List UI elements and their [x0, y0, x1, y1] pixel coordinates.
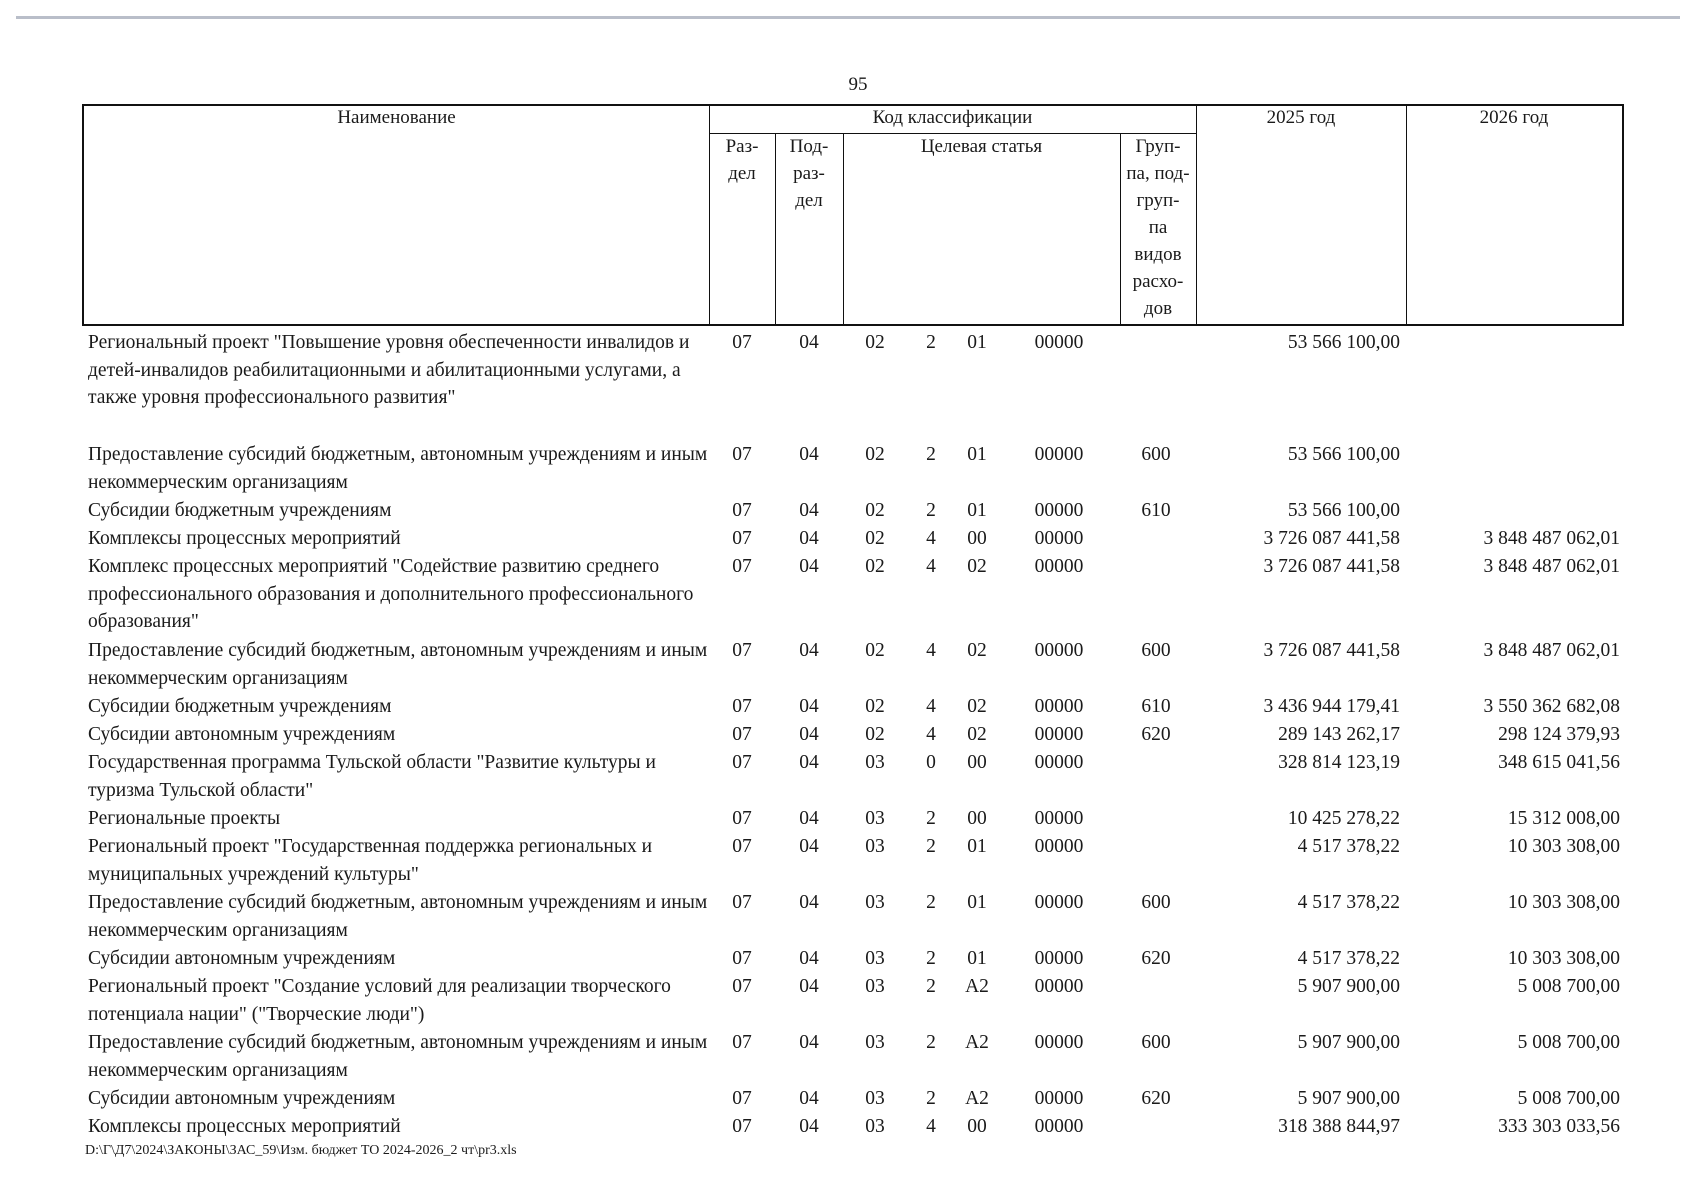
header-divider: [1196, 106, 1197, 324]
header-divider: [843, 134, 844, 324]
row-razdel: 07: [732, 752, 752, 773]
row-podrazdel: 04: [799, 500, 819, 521]
row-podrazdel: 04: [799, 976, 819, 997]
row-name: Комплекс процессных мероприятий "Содействие развитию среднего профессионального образования и дополнительного профессионального образования": [88, 556, 694, 632]
row-name: Субсидии бюджетным учреждениям: [88, 500, 392, 521]
row-target-structural: 00: [967, 808, 987, 829]
row-target-program: 03: [865, 976, 885, 997]
row-target-type: 4: [926, 724, 936, 745]
row-target-program: 03: [865, 948, 885, 969]
row-name: Комплексы процессных мероприятий: [88, 528, 401, 549]
row-target-program: 03: [865, 1032, 885, 1053]
row-amount-2026: 5 008 700,00: [1517, 1032, 1620, 1053]
row-target-type: 2: [926, 892, 936, 913]
row-amount-2026: 3 848 487 062,01: [1483, 528, 1620, 549]
row-target-structural: 00: [967, 752, 987, 773]
row-target-program: 02: [865, 444, 885, 465]
row-target-structural: 02: [967, 556, 987, 577]
row-target-type: 4: [926, 556, 936, 577]
row-name: Субсидии автономным учреждениям: [88, 1088, 396, 1109]
row-razdel: 07: [732, 556, 752, 577]
row-expense-group: 620: [1141, 948, 1171, 969]
row-name: Предоставление субсидий бюджетным, автономным учреждениям и иным некоммерческим организациям: [88, 444, 708, 493]
row-target-program: 03: [865, 836, 885, 857]
row-target-direction: 00000: [1034, 892, 1084, 913]
row-expense-group: 620: [1141, 724, 1171, 745]
row-amount-2026: 10 303 308,00: [1507, 948, 1620, 969]
row-target-direction: 00000: [1034, 528, 1084, 549]
row-target-direction: 00000: [1034, 976, 1084, 997]
row-target-type: 4: [926, 640, 936, 661]
row-target-structural: 02: [967, 640, 987, 661]
row-target-direction: 00000: [1034, 1088, 1084, 1109]
row-name: Региональные проекты: [88, 808, 281, 829]
row-podrazdel: 04: [799, 556, 819, 577]
header-year-2026: 2026 год: [1479, 107, 1549, 128]
row-target-program: 02: [865, 332, 885, 353]
row-razdel: 07: [732, 1116, 752, 1137]
row-razdel: 07: [732, 948, 752, 969]
row-amount-2026: 3 848 487 062,01: [1483, 640, 1620, 661]
row-name: Государственная программа Тульской области "Развитие культуры и туризма Тульской области": [88, 752, 656, 801]
row-target-direction: 00000: [1034, 1032, 1084, 1053]
row-amount-2025: 53 566 100,00: [1287, 444, 1400, 465]
row-razdel: 07: [732, 724, 752, 745]
row-podrazdel: 04: [799, 640, 819, 661]
row-amount-2025: 3 726 087 441,58: [1263, 556, 1400, 577]
row-razdel: 07: [732, 1032, 752, 1053]
row-target-program: 03: [865, 892, 885, 913]
row-podrazdel: 04: [799, 752, 819, 773]
row-target-type: 2: [926, 500, 936, 521]
row-target-direction: 00000: [1034, 556, 1084, 577]
header-podrazdel: Под- раз- дел: [789, 136, 829, 211]
row-razdel: 07: [732, 808, 752, 829]
row-target-type: 2: [926, 444, 936, 465]
header-group: Груп- па, под- груп- па видов расхо- дов: [1126, 136, 1190, 319]
row-razdel: 07: [732, 892, 752, 913]
row-target-type: 2: [926, 1032, 936, 1053]
row-amount-2026: 10 303 308,00: [1507, 892, 1620, 913]
row-amount-2025: 4 517 378,22: [1297, 948, 1400, 969]
row-target-type: 2: [926, 836, 936, 857]
row-amount-2025: 328 814 123,19: [1278, 752, 1400, 773]
row-target-type: 4: [926, 696, 936, 717]
file-path-footer: D:\Г\Д7\2024\ЗАКОНЫ\ЗАС_59\Изм. бюджет ТО 2024-2026_2 чт\pr3.xls: [85, 1143, 517, 1158]
row-expense-group: 600: [1141, 444, 1171, 465]
row-target-direction: 00000: [1034, 444, 1084, 465]
row-razdel: 07: [732, 696, 752, 717]
row-amount-2026: 333 303 033,56: [1498, 1116, 1620, 1137]
row-amount-2025: 289 143 262,17: [1278, 724, 1400, 745]
row-name: Комплексы процессных мероприятий: [88, 1116, 401, 1137]
row-expense-group: 600: [1141, 1032, 1171, 1053]
row-target-program: 03: [865, 1088, 885, 1109]
row-amount-2025: 10 425 278,22: [1287, 808, 1400, 829]
row-razdel: 07: [732, 444, 752, 465]
row-razdel: 07: [732, 1088, 752, 1109]
header-divider: [1406, 106, 1407, 324]
row-target-program: 02: [865, 696, 885, 717]
row-name: Субсидии автономным учреждениям: [88, 948, 396, 969]
row-target-direction: 00000: [1034, 640, 1084, 661]
row-amount-2025: 3 726 087 441,58: [1263, 640, 1400, 661]
row-razdel: 07: [732, 332, 752, 353]
row-target-type: 0: [926, 752, 936, 773]
row-target-type: 2: [926, 332, 936, 353]
row-name: Субсидии автономным учреждениям: [88, 724, 396, 745]
row-expense-group: 600: [1141, 892, 1171, 913]
row-name: Предоставление субсидий бюджетным, автономным учреждениям и иным некоммерческим организациям: [88, 640, 708, 689]
row-target-type: 2: [926, 976, 936, 997]
row-razdel: 07: [732, 836, 752, 857]
row-target-direction: 00000: [1034, 1116, 1084, 1137]
row-amount-2026: 10 303 308,00: [1507, 836, 1620, 857]
row-target-structural: А2: [965, 1032, 989, 1053]
row-name: Региональный проект "Государственная поддержка региональных и муниципальных учреждений культуры": [88, 836, 653, 885]
row-podrazdel: 04: [799, 1116, 819, 1137]
row-target-type: 4: [926, 1116, 936, 1137]
row-target-type: 2: [926, 948, 936, 969]
row-target-type: 2: [926, 808, 936, 829]
row-target-structural: А2: [965, 976, 989, 997]
row-target-direction: 00000: [1034, 836, 1084, 857]
row-target-structural: 02: [967, 696, 987, 717]
row-podrazdel: 04: [799, 1088, 819, 1109]
row-amount-2026: 348 615 041,56: [1498, 752, 1620, 773]
row-name: Региональный проект "Создание условий для реализации творческого потенциала нации" ("Творческие люди"): [88, 976, 671, 1025]
row-name: Предоставление субсидий бюджетным, автономным учреждениям и иным некоммерческим организациям: [88, 892, 708, 941]
row-razdel: 07: [732, 976, 752, 997]
row-expense-group: 610: [1141, 500, 1171, 521]
row-amount-2025: 3 436 944 179,41: [1263, 696, 1400, 717]
row-podrazdel: 04: [799, 836, 819, 857]
row-target-program: 03: [865, 808, 885, 829]
row-podrazdel: 04: [799, 948, 819, 969]
row-amount-2026: 3 550 362 682,08: [1483, 696, 1620, 717]
row-amount-2026: 3 848 487 062,01: [1483, 556, 1620, 577]
row-amount-2025: 5 907 900,00: [1297, 1032, 1400, 1053]
row-amount-2026: 298 124 379,93: [1498, 724, 1620, 745]
row-target-direction: 00000: [1034, 332, 1084, 353]
row-target-structural: 01: [967, 500, 987, 521]
row-razdel: 07: [732, 528, 752, 549]
row-amount-2025: 3 726 087 441,58: [1263, 528, 1400, 549]
row-target-program: 02: [865, 724, 885, 745]
row-name: Предоставление субсидий бюджетным, автономным учреждениям и иным некоммерческим организациям: [88, 1032, 708, 1081]
row-amount-2025: 53 566 100,00: [1287, 500, 1400, 521]
row-podrazdel: 04: [799, 1032, 819, 1053]
row-target-structural: 01: [967, 332, 987, 353]
row-podrazdel: 04: [799, 892, 819, 913]
row-target-program: 02: [865, 556, 885, 577]
row-target-structural: 00: [967, 1116, 987, 1137]
page-number: 95: [848, 74, 868, 95]
row-target-structural: 02: [967, 724, 987, 745]
row-target-program: 02: [865, 640, 885, 661]
row-podrazdel: 04: [799, 696, 819, 717]
row-target-direction: 00000: [1034, 500, 1084, 521]
header-code-group: Код классификации: [872, 107, 1033, 128]
row-target-structural: 01: [967, 836, 987, 857]
row-target-direction: 00000: [1034, 724, 1084, 745]
row-target-structural: 01: [967, 892, 987, 913]
row-podrazdel: 04: [799, 444, 819, 465]
row-target-program: 03: [865, 752, 885, 773]
row-target-direction: 00000: [1034, 752, 1084, 773]
row-target-direction: 00000: [1034, 808, 1084, 829]
header-razdel: Раз- дел: [725, 136, 759, 184]
row-amount-2025: 4 517 378,22: [1297, 836, 1400, 857]
row-target-structural: 01: [967, 948, 987, 969]
row-target-program: 03: [865, 1116, 885, 1137]
row-razdel: 07: [732, 500, 752, 521]
row-podrazdel: 04: [799, 528, 819, 549]
row-amount-2026: 15 312 008,00: [1507, 808, 1620, 829]
row-target-program: 02: [865, 528, 885, 549]
table-header: [82, 104, 1624, 326]
row-target-structural: А2: [965, 1088, 989, 1109]
row-target-program: 02: [865, 500, 885, 521]
row-amount-2025: 318 388 844,97: [1278, 1116, 1400, 1137]
row-target-structural: 00: [967, 528, 987, 549]
header-name: Наименование: [337, 107, 456, 128]
row-name: Региональный проект "Повышение уровня обеспеченности инвалидов и детей-инвалидов реабилитационными и абилитационными услугами, а также уровня профессионального развития": [88, 332, 690, 408]
header-target: Целевая статья: [920, 136, 1043, 157]
row-podrazdel: 04: [799, 332, 819, 353]
header-year-2025: 2025 год: [1266, 107, 1336, 128]
row-amount-2025: 4 517 378,22: [1297, 892, 1400, 913]
row-podrazdel: 04: [799, 808, 819, 829]
row-expense-group: 620: [1141, 1088, 1171, 1109]
row-amount-2025: 53 566 100,00: [1287, 332, 1400, 353]
row-target-type: 2: [926, 1088, 936, 1109]
row-expense-group: 610: [1141, 696, 1171, 717]
scan-top-border: [16, 16, 1680, 19]
row-target-type: 4: [926, 528, 936, 549]
row-expense-group: 600: [1141, 640, 1171, 661]
row-target-direction: 00000: [1034, 696, 1084, 717]
row-target-direction: 00000: [1034, 948, 1084, 969]
row-razdel: 07: [732, 640, 752, 661]
row-amount-2026: 5 008 700,00: [1517, 1088, 1620, 1109]
row-amount-2025: 5 907 900,00: [1297, 1088, 1400, 1109]
row-podrazdel: 04: [799, 724, 819, 745]
row-amount-2026: 5 008 700,00: [1517, 976, 1620, 997]
row-name: Субсидии бюджетным учреждениям: [88, 696, 392, 717]
row-target-structural: 01: [967, 444, 987, 465]
row-amount-2025: 5 907 900,00: [1297, 976, 1400, 997]
